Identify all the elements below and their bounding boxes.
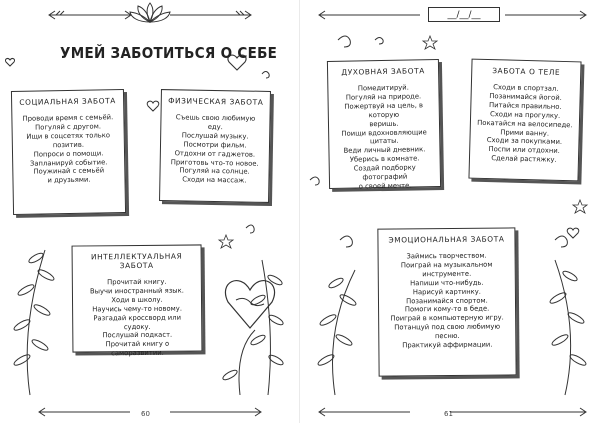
leaf-branch-icon (317, 270, 358, 395)
top-arrow-divider (49, 11, 251, 19)
list-item: Послушай подкаст. (102, 331, 173, 340)
list-item: Проводи время с семьёй. (22, 113, 114, 123)
list-item: Нарисуй картинку. (412, 287, 481, 296)
list-item: Пожертвуй на цель, в которую (344, 101, 424, 119)
list-item: Уберись в комнате. (349, 154, 420, 164)
physical-care-card (159, 89, 271, 203)
bottom-arrow-divider (39, 408, 261, 416)
list-item: веришь. (369, 119, 399, 128)
social-care-card (11, 89, 126, 215)
swirl-icon (246, 225, 254, 233)
list-item: Научись чему-то новому. (92, 304, 183, 314)
list-item: Создай подборку фотографий (353, 163, 416, 182)
card-heading: ЭМОЦИОНАЛЬНАЯ ЗАБОТА (388, 234, 505, 245)
list-item: Покатайся на велосипеде. (477, 118, 573, 129)
intellectual-care-card (72, 244, 203, 358)
list-item: Разгадай кроссворд или судоку. (93, 313, 182, 331)
list-item: Прими ванну. (500, 127, 550, 138)
list-item: Сходи на прогулку. (489, 109, 561, 120)
list-item: песню. (434, 332, 460, 341)
list-item: инструменте. (422, 269, 472, 279)
swirl-icon (262, 72, 269, 79)
heart-icon (567, 228, 579, 238)
swirl-icon (310, 177, 319, 185)
page-title: УМЕЙ ЗАБОТИТЬСЯ О СЕБЕ (60, 44, 278, 62)
heart-icon (147, 101, 159, 111)
list-item: Сходи на массаж. (182, 175, 247, 185)
list-item: позитив. (52, 140, 85, 149)
list-item: Погуляй на солнце. (179, 166, 250, 177)
list-item: Приготовь что-то новое. (170, 157, 259, 168)
list-item: Послушай музыку. (181, 131, 249, 141)
list-item: Питайся правильно. (489, 100, 562, 111)
swirl-icon (338, 36, 350, 47)
list-item: Практикуй аффирмации. (402, 340, 493, 350)
card-heading: ДУХОВНАЯ ЗАБОТА (341, 66, 425, 77)
list-item: Поспи или отдохни. (488, 145, 560, 156)
list-item: Позанимайся спортом. (406, 296, 488, 305)
list-item: Ищи в соцсетях только (26, 131, 111, 141)
heart-icon (5, 59, 14, 66)
list-item: Поиграй на музыкальном (400, 260, 493, 270)
list-item: Поужинай с семьёй (33, 166, 105, 177)
list-item: Позанимайся йогой. (489, 91, 562, 102)
list-item: Съешь свою любимую еду. (175, 113, 256, 132)
list-item: Попроси о помощи. (33, 149, 104, 159)
card-heading: ЗАБОТА О ТЕЛЕ (492, 66, 561, 77)
star-icon (423, 36, 437, 49)
list-item: Сходи в спортзал. (493, 83, 559, 93)
list-item: Погуляй на природе. (345, 92, 422, 102)
right-page (300, 0, 600, 423)
leaf-branch-icon (222, 260, 285, 395)
list-item: Займись творчеством. (406, 251, 487, 261)
list-item: Потанцуй под свою любимую (394, 322, 501, 332)
list-item: о своей мечте. (358, 181, 412, 191)
list-item: и друзьями. (47, 175, 91, 185)
star-icon (219, 235, 233, 248)
card-heading: ФИЗИЧЕСКАЯ ЗАБОТА (168, 96, 264, 107)
star-icon (573, 200, 587, 213)
card-heading: СОЦИАЛЬНАЯ ЗАБОТА (19, 96, 116, 107)
list-item: Сходи за покупками. (486, 136, 563, 147)
body-care-card (468, 59, 581, 182)
list-item: Веди личный дневник. (343, 145, 426, 156)
emotional-care-card (377, 227, 516, 376)
list-item: Прочитай книгу о саморазвитии. (105, 340, 170, 358)
heart-icon (225, 281, 274, 328)
swirl-icon (555, 236, 567, 247)
list-item: Поищи вдохновляющие (341, 127, 427, 138)
leaf-branch-icon (549, 260, 588, 395)
page-number: 60 (141, 410, 150, 418)
list-item: Поиграй в компьютерную игру. (390, 313, 504, 323)
list-item: Ходи в школу. (111, 295, 163, 305)
spiritual-care-card (327, 59, 441, 189)
leaf-branch-icon (13, 250, 56, 395)
swirl-icon (375, 38, 383, 45)
list-item: Напиши что-нибудь. (410, 278, 484, 288)
list-item: Помоги кому-то в беде. (404, 305, 490, 314)
page-number: 61 (444, 410, 453, 418)
list-item: Сделай растяжку. (491, 154, 557, 165)
card-heading: ИНТЕЛЛЕКТУАЛЬНАЯ ЗАБОТА (90, 251, 183, 271)
swirl-icon (340, 236, 352, 247)
list-item: Прочитай книгу. (107, 277, 167, 287)
list-item: цитаты. (369, 137, 399, 146)
date-field: __/__/__ (428, 7, 500, 22)
list-item: Запланируй событие. (29, 157, 108, 168)
list-item: Помедитируй. (357, 83, 409, 93)
list-item: Отдохни от гаджетов. (174, 148, 256, 159)
lotus-icon (130, 3, 170, 22)
list-item: Посмотри фильм. (183, 140, 247, 150)
list-item: Выучи иностранный язык. (89, 286, 184, 296)
list-item: Погуляй с другом. (35, 122, 102, 132)
